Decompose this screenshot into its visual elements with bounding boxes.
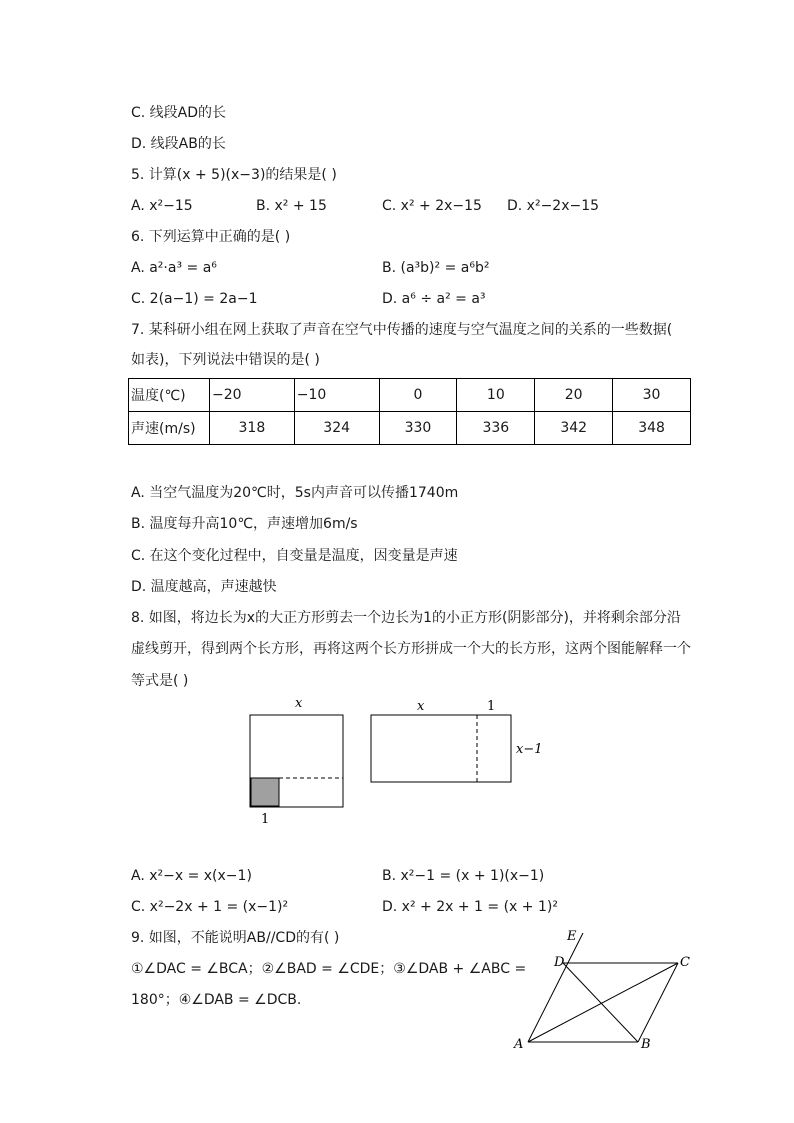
q9-figure — [510, 925, 700, 1055]
q6-option-a: A. a²·a³ = a⁶ — [131, 260, 217, 276]
table-row-temperature — [129, 379, 691, 412]
q8-left-bottom-label: 1 — [261, 812, 270, 827]
q8-right-side-label: x−1 — [516, 742, 543, 757]
q8-right-top-1-label: 1 — [487, 699, 496, 714]
line-AE — [528, 933, 583, 1042]
table-cell: 20 — [535, 379, 613, 412]
diagonal-AC — [528, 963, 678, 1042]
diagonal-DB — [563, 963, 638, 1042]
q6-option-c: C. 2(a−1) = 2a−1 — [131, 291, 258, 307]
q8-left-figure — [240, 690, 360, 830]
point-label-D: D — [554, 955, 565, 970]
q8-option-d: D. x² + 2x + 1 = (x + 1)² — [382, 899, 558, 915]
q7-option-c: C. 在这个变化过程中，自变量是温度，因变量是声速 — [131, 548, 458, 564]
q7-option-a: A. 当空气温度为20℃时，5s内声音可以传播1740m — [131, 485, 459, 501]
q8-option-b: B. x²−1 = (x + 1)(x−1) — [382, 868, 545, 884]
q7-data-table — [128, 378, 691, 445]
segment-BC — [638, 963, 678, 1042]
table-cell: 30 — [613, 379, 691, 412]
q8-stem-line2: 虚线剪开，得到两个长方形，再将这两个长方形拼成一个大的长方形，这两个图能解释一个 — [131, 641, 691, 657]
table-cell: 10 — [457, 379, 535, 412]
table-row-sound-speed — [129, 412, 691, 445]
q8-option-c: C. x²−2x + 1 = (x−1)² — [131, 899, 289, 915]
q8-stem-line3: 等式是( ) — [131, 673, 189, 689]
shaded-small-square — [251, 778, 279, 806]
q8-option-a: A. x²−x = x(x−1) — [131, 868, 252, 884]
table-cell: 0 — [379, 379, 457, 412]
q9-conditions-line1: ①∠DAC = ∠BCA；②∠BAD = ∠CDE；③∠DAB + ∠ABC = — [131, 961, 527, 977]
q8-right-figure — [365, 695, 555, 785]
q5-option-b: B. x² + 15 — [256, 198, 327, 214]
q8-right-top-x-label: x — [417, 699, 425, 714]
q7-option-b: B. 温度每升高10℃，声速增加6m/s — [131, 516, 358, 532]
q5-option-c: C. x² + 2x−15 — [382, 198, 482, 214]
table-cell: −20 — [210, 379, 295, 412]
q4-option-d: D. 线段AB的长 — [131, 136, 226, 152]
q5-option-a: A. x²−15 — [131, 198, 193, 214]
point-label-B: B — [641, 1037, 651, 1052]
q7-stem-line1: 7. 某科研小组在网上获取了声音在空气中传播的速度与空气温度之间的关系的一些数据( — [131, 322, 673, 338]
q5-stem: 5. 计算(x + 5)(x−3)的结果是( ) — [131, 167, 337, 183]
table-cell: 348 — [613, 412, 691, 445]
table-cell: −10 — [294, 379, 379, 412]
q9-conditions-line2: 180°；④∠DAB = ∠DCB. — [131, 992, 302, 1008]
q9-stem: 9. 如图，不能说明AB//CD的有( ) — [131, 930, 340, 946]
q6-option-b: B. (a³b)² = a⁶b² — [382, 260, 490, 276]
point-label-E: E — [567, 929, 577, 944]
q7-stem-line2: 如表)，下列说法中错误的是( ) — [131, 352, 320, 368]
q8-left-top-label: x — [295, 696, 303, 711]
table-header-temperature: 温度(℃) — [129, 379, 210, 412]
q6-stem: 6. 下列运算中正确的是( ) — [131, 229, 291, 245]
table-cell: 318 — [210, 412, 295, 445]
table-header-sound-speed: 声速(m/s) — [129, 412, 210, 445]
table-cell: 324 — [294, 412, 379, 445]
q8-stem-line1: 8. 如图，将边长为x的大正方形剪去一个边长为1的小正方形(阴影部分)，并将剩余部分沿 — [131, 610, 681, 626]
point-label-C: C — [680, 955, 690, 970]
q7-option-d: D. 温度越高，声速越快 — [131, 579, 277, 595]
point-label-A: A — [514, 1037, 524, 1052]
q5-option-d: D. x²−2x−15 — [507, 198, 600, 214]
q6-option-d: D. a⁶ ÷ a² = a³ — [382, 291, 486, 307]
q4-option-c: C. 线段AD的长 — [131, 105, 227, 121]
table-cell: 342 — [535, 412, 613, 445]
table-cell: 336 — [457, 412, 535, 445]
table-cell: 330 — [379, 412, 457, 445]
combined-rectangle — [371, 715, 511, 782]
